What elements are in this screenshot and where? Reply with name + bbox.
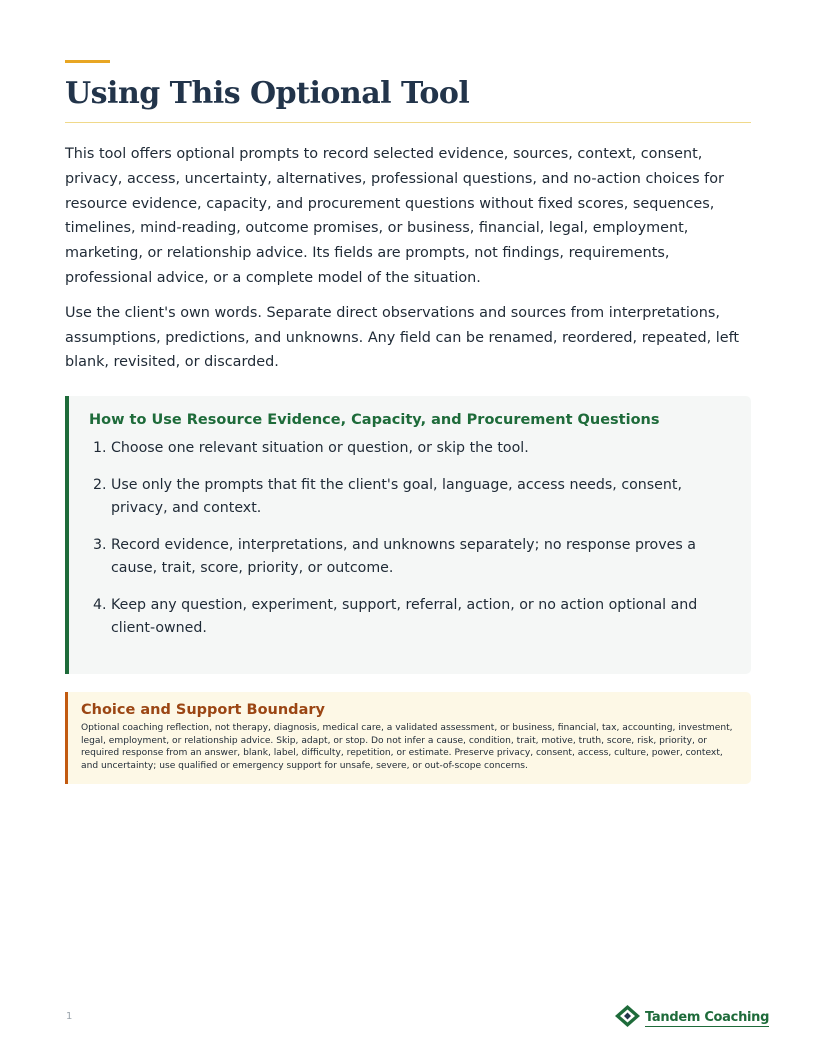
boundary-heading: Choice and Support Boundary: [81, 702, 325, 718]
how-to-callout: [65, 396, 751, 674]
intro-section: [65, 142, 755, 385]
boundary-text: Optional coaching reflection, not therapy, diagnosis, medical care, a validated assessment, or business, financial, tax, accounting, investment, legal, employment, or relationship advice. Skip, adapt, or stop. Do not infer a cause, condition, trait, motive, truth, score, risk, priority, or required response from an answer, blank, label, difficulty, repetition, or estimate. Preserve privacy, consent, access, culture, power, context, and uncertainty; use qualified or emergency support for unsafe, severe, or out-of-scope concerns.: [81, 723, 733, 771]
list-item: 1. Choose one relevant situation or question, or skip the tool.: [111, 437, 731, 460]
how-to-heading: How to Use Resource Evidence, Capacity, and Procurement Questions: [89, 412, 660, 428]
title-divider: [65, 122, 751, 123]
page-title: Using This Optional Tool: [65, 76, 470, 111]
brand-name: Tandem Coaching: [645, 1009, 770, 1025]
tandem-diamond-logo-icon: [614, 1004, 641, 1032]
how-to-steps: [89, 437, 731, 640]
list-item: 4. Keep any question, experiment, support, referral, action, or no action optional and client-owned.: [111, 594, 731, 640]
title-accent-bar: [65, 60, 110, 63]
intro-paragraph: This tool offers optional prompts to record selected evidence, sources, context, consent, privacy, access, uncertainty, alternatives, professional questions, and no-action choices for resource evidence, capacity, and procurement questions without fixed scores, sequences, timelines, mind-reading, outcome promises, or business, financial, legal, employment, marketing, or relationship advice. Its fields are prompts, not findings, requirements, professional advice, or a complete model of the situation.: [65, 146, 724, 286]
list-item: 3. Record evidence, interpretations, and unknowns separately; no response proves a cause, trait, score, priority, or outcome.: [111, 534, 731, 580]
list-item: 2. Use only the prompts that fit the client's goal, language, access needs, consent, privacy, and context.: [111, 474, 731, 520]
brand-logo: [614, 1004, 769, 1032]
page-number: 1: [66, 1011, 73, 1022]
intro-paragraph: Use the client's own words. Separate direct observations and sources from interpretations, assumptions, predictions, and unknowns. Any field can be renamed, reordered, repeated, left blank, revisited, or discarded.: [65, 304, 740, 371]
boundary-callout: [65, 692, 751, 784]
